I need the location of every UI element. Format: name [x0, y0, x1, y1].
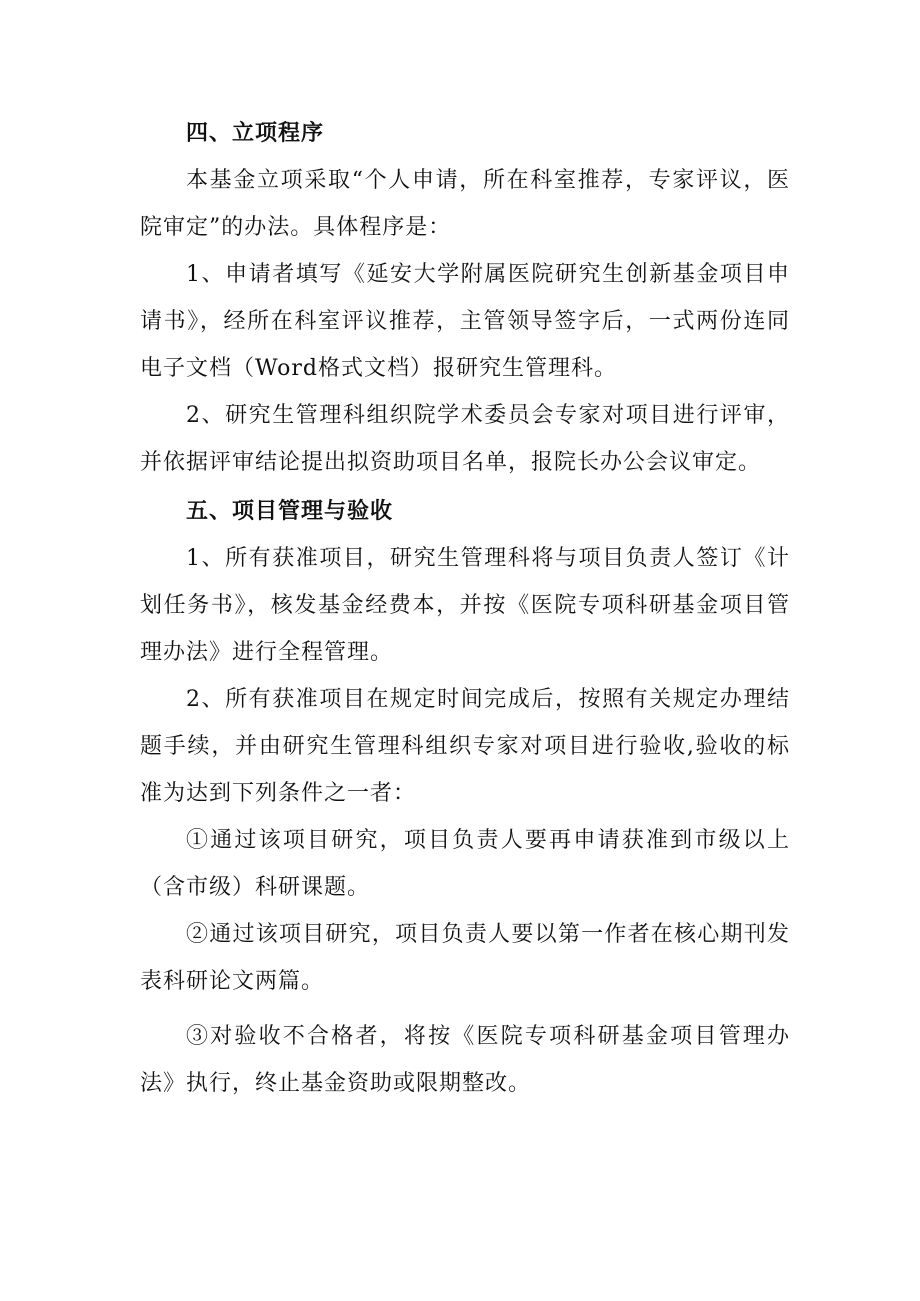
- section-heading-management-acceptance: 五、项目管理与验收: [186, 499, 394, 524]
- paragraph-review-step: 2、研究生管理科组织院学术委员会专家对项目进行评审，并依据评审结论提出拟资助项目名单，报院长办公会议审定。: [140, 403, 790, 475]
- paragraph-criterion-1: ①通过该项目研究，项目负责人要再申请获准到市级以上（含市级）科研课题。: [140, 828, 790, 900]
- paragraph-criterion-2: ②通过该项目研究，项目负责人要以第一作者在核心期刊发表科研论文两篇。: [140, 922, 790, 994]
- section-heading-project-procedure: 四、立项程序: [186, 121, 325, 146]
- paragraph-project-approval-method: 本基金立项采取“个人申请，所在科室推荐，专家评议，医院审定”的办法。具体程序是：: [140, 168, 790, 240]
- paragraph-criterion-3: ③对验收不合格者，将按《医院专项科研基金项目管理办法》执行，终止基金资助或限期整改。: [140, 1024, 790, 1096]
- paragraph-acceptance-criteria: 2、所有获准项目在规定时间完成后，按照有关规定办理结题手续，并由研究生管理科组织专家对项目进行验收,验收的标准为达到下列条件之一者：: [140, 687, 790, 806]
- paragraph-application-step: 1、申请者填写《延安大学附属医院研究生创新基金项目申请书》，经所在科室评议推荐，主管领导签字后，一式两份连同电子文档（Word格式文档）报研究生管理科。: [140, 262, 790, 381]
- document-body: [140, 110, 790, 1107]
- paragraph-gap: [140, 1005, 790, 1013]
- paragraph-management-agreement: 1、所有获准项目，研究生管理科将与项目负责人签订《计划任务书》，核发基金经费本，并按《医院专项科研基金项目管理办法》进行全程管理。: [140, 546, 790, 665]
